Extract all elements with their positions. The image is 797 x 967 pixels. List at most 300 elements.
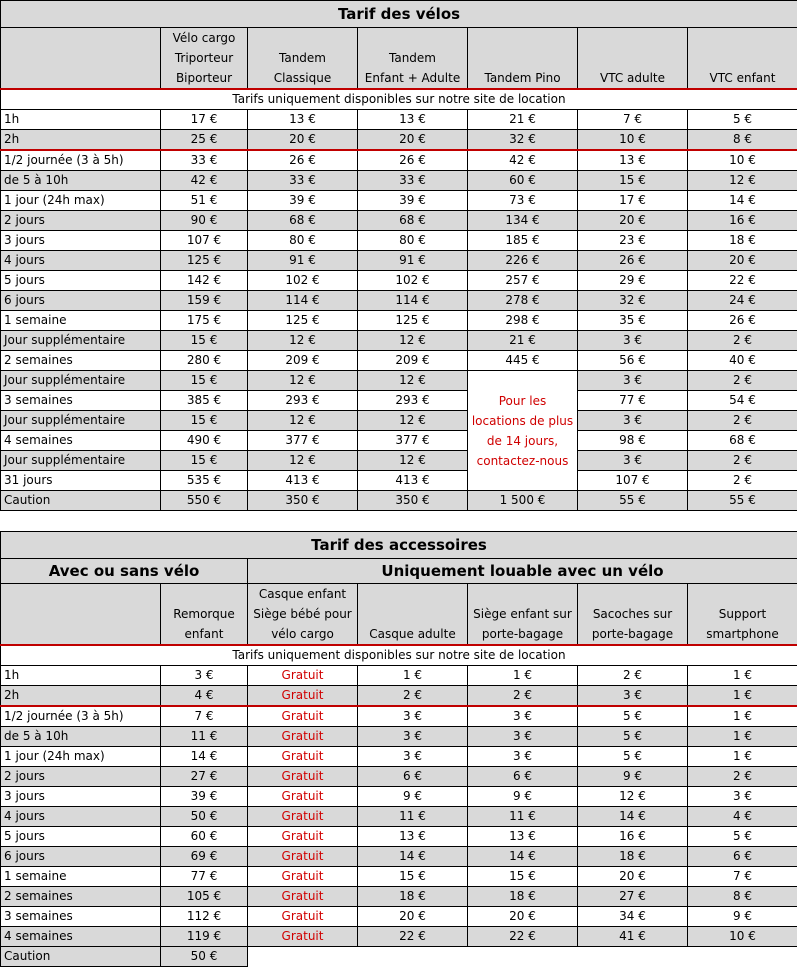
price-cell: 77 € bbox=[578, 391, 688, 411]
free-label: Gratuit bbox=[248, 747, 358, 767]
price-cell: 13 € bbox=[358, 110, 468, 130]
free-label: Gratuit bbox=[248, 927, 358, 947]
price-cell: 1 € bbox=[688, 686, 797, 707]
table-row bbox=[1, 431, 797, 451]
price-cell: 5 € bbox=[688, 110, 797, 130]
price-cell: 39 € bbox=[248, 191, 358, 211]
table-row bbox=[1, 787, 797, 807]
price-cell: 4 € bbox=[688, 807, 797, 827]
price-cell: 12 € bbox=[248, 331, 358, 351]
price-cell: 60 € bbox=[161, 827, 248, 847]
price-cell: 91 € bbox=[248, 251, 358, 271]
free-label: Gratuit bbox=[248, 686, 358, 707]
table-row bbox=[1, 191, 797, 211]
price-cell: 5 € bbox=[578, 706, 688, 727]
bikes-title-row bbox=[1, 1, 797, 28]
table-row bbox=[1, 927, 797, 947]
duration-label: 2h bbox=[1, 130, 161, 151]
price-cell: 535 € bbox=[161, 471, 248, 491]
price-cell: 18 € bbox=[688, 231, 797, 251]
price-cell: 13 € bbox=[358, 827, 468, 847]
column-header bbox=[1, 28, 161, 90]
price-cell: 12 € bbox=[688, 171, 797, 191]
duration-label: 3 jours bbox=[1, 231, 161, 251]
price-cell: 14 € bbox=[161, 747, 248, 767]
duration-label: 2 jours bbox=[1, 767, 161, 787]
price-cell: 10 € bbox=[688, 927, 797, 947]
price-cell: 3 € bbox=[468, 706, 578, 727]
price-cell: 15 € bbox=[161, 411, 248, 431]
duration-label: 1 semaine bbox=[1, 311, 161, 331]
price-cell: 9 € bbox=[688, 907, 797, 927]
price-cell: 278 € bbox=[468, 291, 578, 311]
duration-label: 1h bbox=[1, 110, 161, 130]
price-cell: 112 € bbox=[161, 907, 248, 927]
price-cell: 33 € bbox=[358, 171, 468, 191]
price-cell: 11 € bbox=[468, 807, 578, 827]
duration-label: Jour supplémentaire bbox=[1, 411, 161, 431]
price-cell: 27 € bbox=[161, 767, 248, 787]
column-header: Casque enfant Siège bébé pour vélo cargo bbox=[248, 584, 358, 646]
duration-label: de 5 à 10h bbox=[1, 171, 161, 191]
price-cell: 21 € bbox=[468, 110, 578, 130]
price-cell: 2 € bbox=[688, 471, 797, 491]
price-cell: 27 € bbox=[578, 887, 688, 907]
price-cell: 293 € bbox=[358, 391, 468, 411]
column-header: Casque adulte bbox=[358, 584, 468, 646]
price-cell: 142 € bbox=[161, 271, 248, 291]
price-cell: 41 € bbox=[578, 927, 688, 947]
table-row bbox=[1, 867, 797, 887]
price-cell: 3 € bbox=[468, 747, 578, 767]
caution-label: Caution bbox=[1, 947, 161, 967]
caution-value: 350 € bbox=[248, 491, 358, 511]
table-row bbox=[1, 150, 797, 171]
price-cell: 293 € bbox=[248, 391, 358, 411]
price-cell: 32 € bbox=[468, 130, 578, 151]
column-header: Tandem Classique bbox=[248, 28, 358, 90]
price-cell: 3 € bbox=[578, 451, 688, 471]
price-cell: 14 € bbox=[358, 847, 468, 867]
price-cell: 17 € bbox=[578, 191, 688, 211]
price-cell: 12 € bbox=[358, 451, 468, 471]
price-cell: 125 € bbox=[161, 251, 248, 271]
caution-value: 550 € bbox=[161, 491, 248, 511]
price-cell: 3 € bbox=[468, 727, 578, 747]
price-cell: 2 € bbox=[358, 686, 468, 707]
price-cell: 1 € bbox=[688, 727, 797, 747]
price-cell: 114 € bbox=[358, 291, 468, 311]
price-cell: 2 € bbox=[688, 451, 797, 471]
column-header: VTC enfant bbox=[688, 28, 797, 90]
table-row bbox=[1, 110, 797, 130]
price-cell: 1 € bbox=[688, 666, 797, 686]
price-cell: 6 € bbox=[688, 847, 797, 867]
price-cell: 4 € bbox=[161, 686, 248, 707]
table-row bbox=[1, 451, 797, 471]
price-cell: 15 € bbox=[161, 331, 248, 351]
price-cell: 6 € bbox=[468, 767, 578, 787]
accessories-note-row bbox=[1, 645, 797, 666]
table-row bbox=[1, 471, 797, 491]
price-cell: 80 € bbox=[248, 231, 358, 251]
contact-us-note: Pour les locations de plus de 14 jours, contactez-nous bbox=[468, 371, 578, 491]
price-cell: 90 € bbox=[161, 211, 248, 231]
price-cell: 26 € bbox=[358, 150, 468, 171]
price-cell: 1 € bbox=[688, 706, 797, 727]
price-cell: 68 € bbox=[358, 211, 468, 231]
price-cell: 25 € bbox=[161, 130, 248, 151]
price-cell: 226 € bbox=[468, 251, 578, 271]
price-cell: 51 € bbox=[161, 191, 248, 211]
price-cell: 445 € bbox=[468, 351, 578, 371]
price-cell: 11 € bbox=[358, 807, 468, 827]
table-row bbox=[1, 747, 797, 767]
price-cell: 377 € bbox=[358, 431, 468, 451]
price-cell: 413 € bbox=[248, 471, 358, 491]
price-cell: 2 € bbox=[688, 371, 797, 391]
price-cell: 68 € bbox=[688, 431, 797, 451]
table-row bbox=[1, 331, 797, 351]
price-cell: 68 € bbox=[248, 211, 358, 231]
price-cell: 257 € bbox=[468, 271, 578, 291]
price-cell: 77 € bbox=[161, 867, 248, 887]
price-cell: 3 € bbox=[578, 371, 688, 391]
duration-label: 31 jours bbox=[1, 471, 161, 491]
price-cell: 13 € bbox=[578, 150, 688, 171]
duration-label: 6 jours bbox=[1, 291, 161, 311]
online-only-note: Tarifs uniquement disponibles sur notre site de location bbox=[1, 645, 797, 666]
table-row bbox=[1, 291, 797, 311]
price-cell: 377 € bbox=[248, 431, 358, 451]
price-cell: 54 € bbox=[688, 391, 797, 411]
price-cell: 3 € bbox=[578, 686, 688, 707]
column-header: Tandem Pino bbox=[468, 28, 578, 90]
price-cell: 3 € bbox=[358, 747, 468, 767]
spacer bbox=[1, 511, 797, 532]
price-cell: 42 € bbox=[468, 150, 578, 171]
price-cell: 32 € bbox=[578, 291, 688, 311]
price-cell: 20 € bbox=[468, 907, 578, 927]
price-cell: 35 € bbox=[578, 311, 688, 331]
price-cell: 3 € bbox=[688, 787, 797, 807]
table-row bbox=[1, 231, 797, 251]
price-cell: 14 € bbox=[578, 807, 688, 827]
table-row bbox=[1, 311, 797, 331]
price-cell: 107 € bbox=[578, 471, 688, 491]
column-header: Siège enfant sur porte-bagage bbox=[468, 584, 578, 646]
table-row bbox=[1, 411, 797, 431]
price-cell: 1 € bbox=[358, 666, 468, 686]
duration-label: Jour supplémentaire bbox=[1, 331, 161, 351]
price-cell: 33 € bbox=[161, 150, 248, 171]
price-cell: 2 € bbox=[578, 666, 688, 686]
free-label: Gratuit bbox=[248, 787, 358, 807]
duration-label: 4 semaines bbox=[1, 431, 161, 451]
caution-value: 55 € bbox=[688, 491, 797, 511]
price-cell: 22 € bbox=[358, 927, 468, 947]
duration-label: 2 semaines bbox=[1, 887, 161, 907]
price-cell: 107 € bbox=[161, 231, 248, 251]
price-cell: 102 € bbox=[248, 271, 358, 291]
table-row bbox=[1, 666, 797, 686]
price-cell: 17 € bbox=[161, 110, 248, 130]
price-cell: 26 € bbox=[248, 150, 358, 171]
price-cell: 26 € bbox=[688, 311, 797, 331]
table-row bbox=[1, 767, 797, 787]
price-cell: 42 € bbox=[161, 171, 248, 191]
price-cell: 175 € bbox=[161, 311, 248, 331]
price-cell: 24 € bbox=[688, 291, 797, 311]
price-cell: 134 € bbox=[468, 211, 578, 231]
price-cell: 12 € bbox=[248, 371, 358, 391]
empty-area bbox=[248, 947, 797, 967]
caution-value: 50 € bbox=[161, 947, 248, 967]
column-header: VTC adulte bbox=[578, 28, 688, 90]
duration-label: 1/2 journée (3 à 5h) bbox=[1, 706, 161, 727]
price-cell: 102 € bbox=[358, 271, 468, 291]
duration-label: 5 jours bbox=[1, 827, 161, 847]
duration-label: 6 jours bbox=[1, 847, 161, 867]
price-cell: 119 € bbox=[161, 927, 248, 947]
price-cell: 2 € bbox=[688, 767, 797, 787]
bikes-header-row bbox=[1, 28, 797, 90]
duration-label: 4 semaines bbox=[1, 927, 161, 947]
price-cell: 3 € bbox=[578, 411, 688, 431]
free-label: Gratuit bbox=[248, 767, 358, 787]
price-cell: 56 € bbox=[578, 351, 688, 371]
price-cell: 39 € bbox=[358, 191, 468, 211]
price-cell: 12 € bbox=[358, 371, 468, 391]
price-cell: 125 € bbox=[248, 311, 358, 331]
price-cell: 14 € bbox=[688, 191, 797, 211]
price-cell: 73 € bbox=[468, 191, 578, 211]
duration-label: 1/2 journée (3 à 5h) bbox=[1, 150, 161, 171]
price-cell: 16 € bbox=[688, 211, 797, 231]
price-cell: 34 € bbox=[578, 907, 688, 927]
caution-value: 55 € bbox=[578, 491, 688, 511]
accessories-header-row bbox=[1, 584, 797, 646]
table-row bbox=[1, 211, 797, 231]
price-cell: 2 € bbox=[468, 686, 578, 707]
price-cell: 280 € bbox=[161, 351, 248, 371]
column-header: Sacoches sur porte-bagage bbox=[578, 584, 688, 646]
duration-label: 3 semaines bbox=[1, 391, 161, 411]
price-cell: 18 € bbox=[578, 847, 688, 867]
table-row bbox=[1, 351, 797, 371]
price-cell: 20 € bbox=[248, 130, 358, 151]
column-header: Support smartphone bbox=[688, 584, 797, 646]
price-cell: 22 € bbox=[688, 271, 797, 291]
price-cell: 14 € bbox=[468, 847, 578, 867]
price-cell: 15 € bbox=[358, 867, 468, 887]
price-cell: 209 € bbox=[358, 351, 468, 371]
price-cell: 13 € bbox=[468, 827, 578, 847]
table-row bbox=[1, 271, 797, 291]
duration-label: 1 jour (24h max) bbox=[1, 747, 161, 767]
duration-label: 3 semaines bbox=[1, 907, 161, 927]
price-cell: 10 € bbox=[578, 130, 688, 151]
price-cell: 5 € bbox=[578, 747, 688, 767]
free-label: Gratuit bbox=[248, 666, 358, 686]
price-cell: 39 € bbox=[161, 787, 248, 807]
price-cell: 159 € bbox=[161, 291, 248, 311]
price-cell: 3 € bbox=[358, 706, 468, 727]
table-row bbox=[1, 171, 797, 191]
column-header: Tandem Enfant + Adulte bbox=[358, 28, 468, 90]
price-cell: 20 € bbox=[578, 867, 688, 887]
price-cell: 98 € bbox=[578, 431, 688, 451]
section-with-or-without-bike: Avec ou sans vélo bbox=[1, 559, 248, 584]
section-with-bike-only: Uniquement louable avec un vélo bbox=[248, 559, 797, 584]
price-cell: 3 € bbox=[578, 331, 688, 351]
table-row bbox=[1, 391, 797, 411]
accessories-title: Tarif des accessoires bbox=[1, 532, 797, 559]
duration-label: 3 jours bbox=[1, 787, 161, 807]
price-cell: 20 € bbox=[358, 130, 468, 151]
accessories-section-row bbox=[1, 559, 797, 584]
price-cell: 490 € bbox=[161, 431, 248, 451]
duration-label: de 5 à 10h bbox=[1, 727, 161, 747]
price-cell: 40 € bbox=[688, 351, 797, 371]
price-cell: 20 € bbox=[578, 211, 688, 231]
table-row bbox=[1, 807, 797, 827]
price-cell: 29 € bbox=[578, 271, 688, 291]
duration-label: 4 jours bbox=[1, 807, 161, 827]
price-cell: 12 € bbox=[578, 787, 688, 807]
accessories-title-row bbox=[1, 532, 797, 559]
price-cell: 18 € bbox=[468, 887, 578, 907]
price-cell: 23 € bbox=[578, 231, 688, 251]
duration-label: Jour supplémentaire bbox=[1, 371, 161, 391]
price-cell: 6 € bbox=[358, 767, 468, 787]
column-header: Remorque enfant bbox=[161, 584, 248, 646]
price-cell: 9 € bbox=[578, 767, 688, 787]
price-cell: 8 € bbox=[688, 130, 797, 151]
price-cell: 2 € bbox=[688, 411, 797, 431]
price-cell: 15 € bbox=[161, 371, 248, 391]
price-cell: 7 € bbox=[578, 110, 688, 130]
price-cell: 298 € bbox=[468, 311, 578, 331]
price-cell: 16 € bbox=[578, 827, 688, 847]
free-label: Gratuit bbox=[248, 867, 358, 887]
duration-label: 4 jours bbox=[1, 251, 161, 271]
price-cell: 12 € bbox=[358, 411, 468, 431]
spacer-row bbox=[1, 511, 797, 532]
price-cell: 413 € bbox=[358, 471, 468, 491]
table-row bbox=[1, 887, 797, 907]
price-cell: 114 € bbox=[248, 291, 358, 311]
price-cell: 9 € bbox=[358, 787, 468, 807]
free-label: Gratuit bbox=[248, 706, 358, 727]
price-cell: 33 € bbox=[248, 171, 358, 191]
online-only-note: Tarifs uniquement disponibles sur notre site de location bbox=[1, 89, 797, 110]
bikes-note-row bbox=[1, 89, 797, 110]
price-cell: 15 € bbox=[578, 171, 688, 191]
table-row bbox=[1, 130, 797, 151]
caution-value: 1 500 € bbox=[468, 491, 578, 511]
column-header bbox=[1, 584, 161, 646]
price-cell: 1 € bbox=[688, 747, 797, 767]
price-cell: 50 € bbox=[161, 807, 248, 827]
price-cell: 22 € bbox=[468, 927, 578, 947]
price-cell: 11 € bbox=[161, 727, 248, 747]
price-cell: 5 € bbox=[578, 727, 688, 747]
free-label: Gratuit bbox=[248, 807, 358, 827]
price-cell: 10 € bbox=[688, 150, 797, 171]
price-cell: 3 € bbox=[358, 727, 468, 747]
duration-label: Jour supplémentaire bbox=[1, 451, 161, 471]
duration-label: 2h bbox=[1, 686, 161, 707]
price-cell: 7 € bbox=[161, 706, 248, 727]
price-cell: 20 € bbox=[688, 251, 797, 271]
price-cell: 7 € bbox=[688, 867, 797, 887]
table-row bbox=[1, 371, 797, 391]
bikes-caution-row bbox=[1, 491, 797, 511]
price-cell: 2 € bbox=[688, 331, 797, 351]
price-cell: 18 € bbox=[358, 887, 468, 907]
table-row bbox=[1, 847, 797, 867]
price-cell: 385 € bbox=[161, 391, 248, 411]
price-cell: 9 € bbox=[468, 787, 578, 807]
table-row bbox=[1, 251, 797, 271]
free-label: Gratuit bbox=[248, 827, 358, 847]
price-cell: 13 € bbox=[248, 110, 358, 130]
duration-label: 1h bbox=[1, 666, 161, 686]
price-cell: 12 € bbox=[358, 331, 468, 351]
bikes-title: Tarif des vélos bbox=[1, 1, 797, 28]
table-row bbox=[1, 827, 797, 847]
price-cell: 12 € bbox=[248, 411, 358, 431]
duration-label: 2 semaines bbox=[1, 351, 161, 371]
price-cell: 1 € bbox=[468, 666, 578, 686]
duration-label: 1 semaine bbox=[1, 867, 161, 887]
price-cell: 209 € bbox=[248, 351, 358, 371]
duration-label: 1 jour (24h max) bbox=[1, 191, 161, 211]
price-cell: 20 € bbox=[358, 907, 468, 927]
price-cell: 105 € bbox=[161, 887, 248, 907]
caution-value: 350 € bbox=[358, 491, 468, 511]
accessories-caution-row bbox=[1, 947, 797, 967]
price-cell: 80 € bbox=[358, 231, 468, 251]
duration-label: 5 jours bbox=[1, 271, 161, 291]
price-cell: 69 € bbox=[161, 847, 248, 867]
free-label: Gratuit bbox=[248, 727, 358, 747]
free-label: Gratuit bbox=[248, 847, 358, 867]
price-cell: 15 € bbox=[161, 451, 248, 471]
caution-label: Caution bbox=[1, 491, 161, 511]
table-row bbox=[1, 907, 797, 927]
table-row bbox=[1, 727, 797, 747]
price-cell: 125 € bbox=[358, 311, 468, 331]
price-cell: 26 € bbox=[578, 251, 688, 271]
duration-label: 2 jours bbox=[1, 211, 161, 231]
price-cell: 91 € bbox=[358, 251, 468, 271]
price-cell: 3 € bbox=[161, 666, 248, 686]
table-row bbox=[1, 686, 797, 707]
table-row bbox=[1, 706, 797, 727]
price-cell: 8 € bbox=[688, 887, 797, 907]
free-label: Gratuit bbox=[248, 907, 358, 927]
price-cell: 60 € bbox=[468, 171, 578, 191]
price-cell: 185 € bbox=[468, 231, 578, 251]
price-cell: 12 € bbox=[248, 451, 358, 471]
price-cell: 5 € bbox=[688, 827, 797, 847]
column-header: Vélo cargo Triporteur Biporteur bbox=[161, 28, 248, 90]
price-cell: 21 € bbox=[468, 331, 578, 351]
free-label: Gratuit bbox=[248, 887, 358, 907]
price-cell: 15 € bbox=[468, 867, 578, 887]
